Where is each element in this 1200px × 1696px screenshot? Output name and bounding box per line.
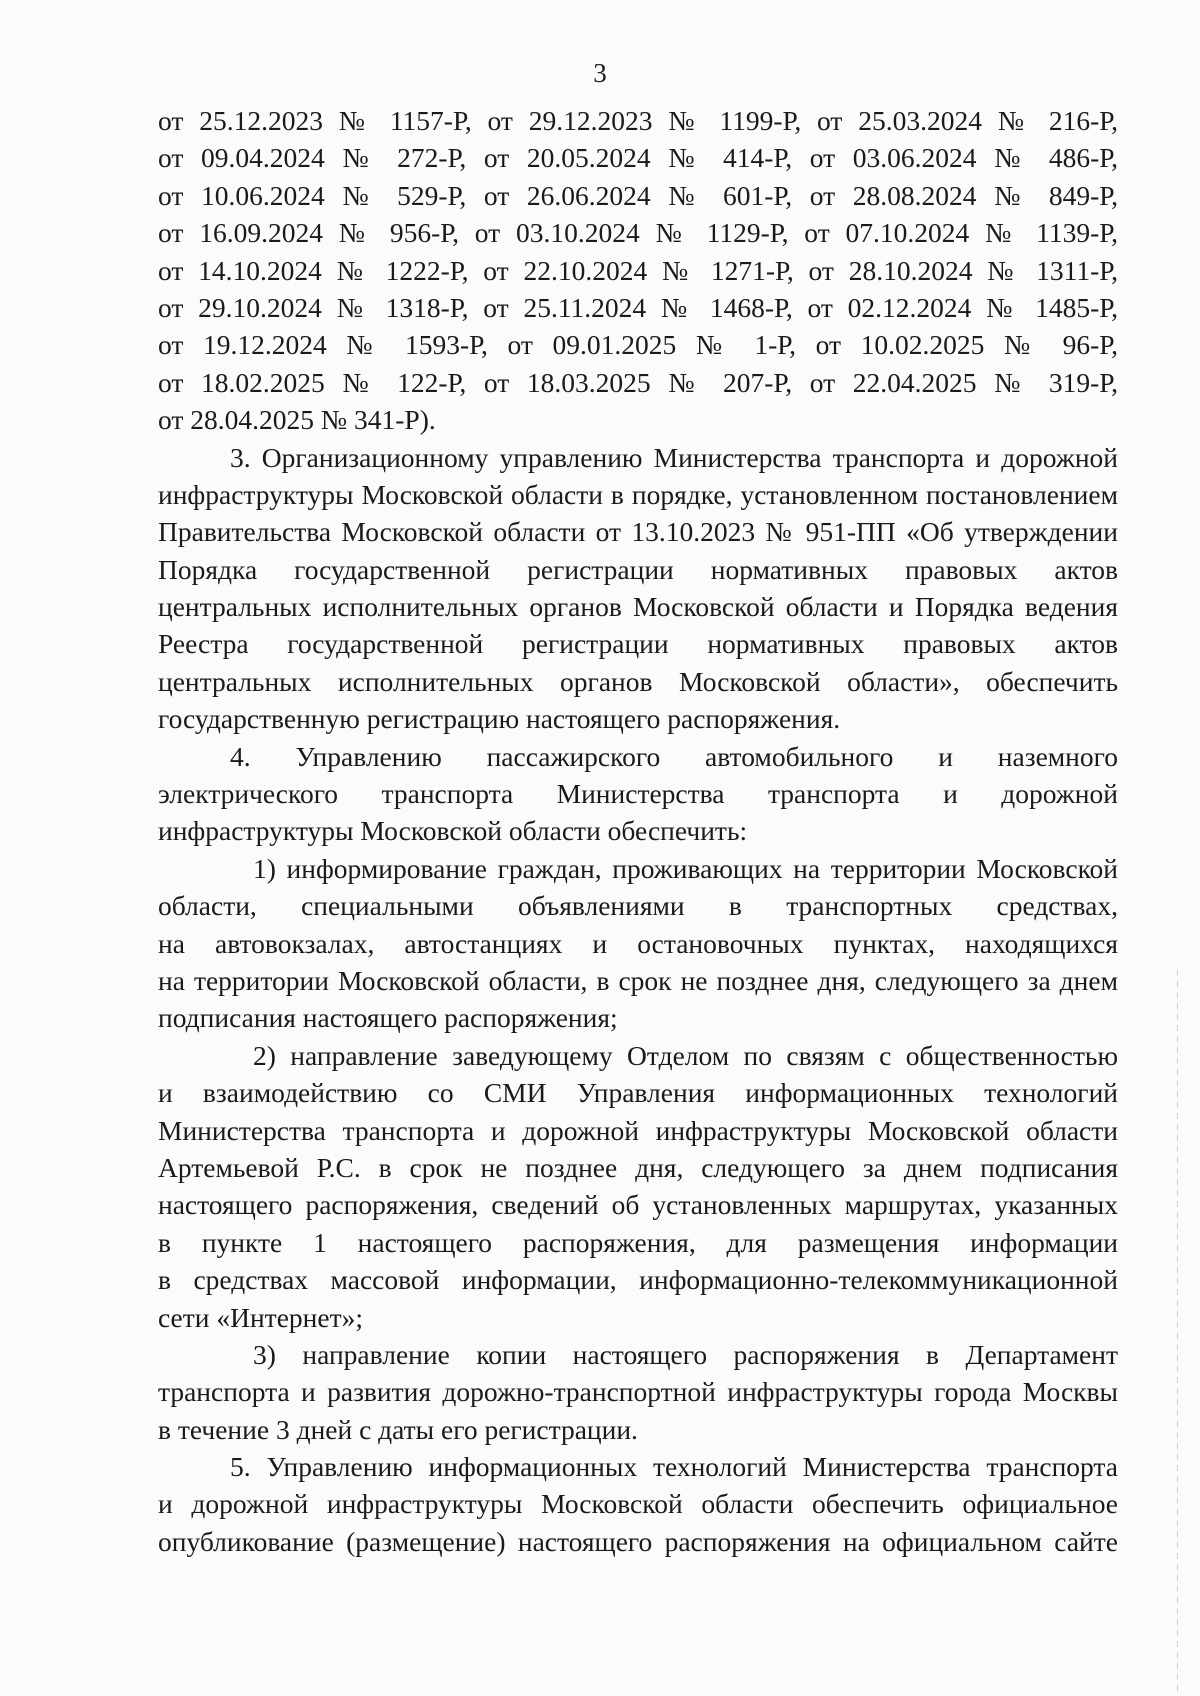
text-line: центральных исполнительных органов Московской области и Порядка ведения (158, 591, 1118, 623)
text-line: опубликование (размещение) настоящего распоряжения на официальном сайте (158, 1525, 1118, 1557)
text-line: от 10.06.2024 № 529-Р, от 26.06.2024 № 601-Р, от 28.08.2024 № 849-Р, (158, 179, 1118, 211)
text-line: транспорта и развития дорожно-транспортной инфраструктуры города Москвы (158, 1376, 1118, 1408)
text-line: на автовокзалах, автостанциях и остановочных пунктах, находящихся (158, 927, 1118, 959)
text-line: 3. Организационному управлению Министерства транспорта и дорожной (230, 441, 1118, 473)
text-line: инфраструктуры Московской области в порядке, установленном постановлением (158, 478, 1118, 510)
scan-edge-artifact (1177, 970, 1178, 1696)
text-line: от 16.09.2024 № 956-Р, от 03.10.2024 № 1129-Р, от 07.10.2024 № 1139-Р, (158, 217, 1118, 249)
text-line: 3) направление копии настоящего распоряжения в Департамент (253, 1338, 1118, 1370)
document-body (158, 102, 1118, 1560)
text-line: Министерства транспорта и дорожной инфраструктуры Московской области (158, 1114, 1118, 1146)
text-line: 4. Управлению пассажирского автомобильного и наземного (230, 740, 1118, 772)
text-line: Порядка государственной регистрации нормативных правовых актов (158, 553, 1118, 585)
text-line: области, специальными объявлениями в транспортных средствах, (158, 890, 1118, 922)
text-line: подписания настоящего распоряжения; (158, 1002, 618, 1034)
text-line: на территории Московской области, в срок не позднее дня, следующего за днем (158, 964, 1118, 996)
text-line: настоящего распоряжения, сведений об установленных маршрутах, указанных (158, 1189, 1118, 1221)
text-line: электрического транспорта Министерства транспорта и дорожной (158, 778, 1118, 810)
text-line: в течение 3 дней с даты его регистрации. (158, 1413, 638, 1445)
text-line: 5. Управлению информационных технологий Министерства транспорта (230, 1451, 1118, 1483)
text-line: в пункте 1 настоящего распоряжения, для размещения информации (158, 1226, 1118, 1258)
text-line: от 19.12.2024 № 1593-Р, от 09.01.2025 № 1-Р, от 10.02.2025 № 96-Р, (158, 329, 1118, 361)
text-line: государственную регистрацию настоящего распоряжения. (158, 703, 841, 735)
text-line: Артемьевой Р.С. в срок не позднее дня, следующего за днем подписания (158, 1151, 1118, 1183)
text-line: от 28.04.2025 № 341-Р). (158, 404, 436, 436)
text-line: от 09.04.2024 № 272-Р, от 20.05.2024 № 414-Р, от 03.06.2024 № 486-Р, (158, 142, 1118, 174)
text-line: и дорожной инфраструктуры Московской области обеспечить официальное (158, 1488, 1118, 1520)
text-line: от 18.02.2025 № 122-Р, от 18.03.2025 № 207-Р, от 22.04.2025 № 319-Р, (158, 366, 1118, 398)
text-line: от 14.10.2024 № 1222-Р, от 22.10.2024 № 1271-Р, от 28.10.2024 № 1311-Р, (158, 254, 1118, 286)
text-line: центральных исполнительных органов Московской области», обеспечить (158, 665, 1118, 697)
text-line: 2) направление заведующему Отделом по связям с общественностью (253, 1039, 1118, 1071)
text-line: инфраструктуры Московской области обеспечить: (158, 815, 748, 847)
text-line: и взаимодействию со СМИ Управления информационных технологий (158, 1077, 1118, 1109)
text-line: в средствах массовой информации, информационно-телекоммуникационной (158, 1264, 1118, 1296)
page-number: 3 (593, 58, 607, 88)
text-line: 1) информирование граждан, проживающих на территории Московской (253, 852, 1118, 884)
text-line: от 29.10.2024 № 1318-Р, от 25.11.2024 № 1468-Р, от 02.12.2024 № 1485-Р, (158, 291, 1118, 323)
text-line: сети «Интернет»; (158, 1301, 363, 1333)
text-line: Правительства Московской области от 13.10.2023 № 951-ПП «Об утверждении (158, 516, 1118, 548)
text-line: от 25.12.2023 № 1157-Р, от 29.12.2023 № 1199-Р, от 25.03.2024 № 216-Р, (158, 105, 1118, 136)
text-line: Реестра государственной регистрации нормативных правовых актов (158, 628, 1118, 660)
